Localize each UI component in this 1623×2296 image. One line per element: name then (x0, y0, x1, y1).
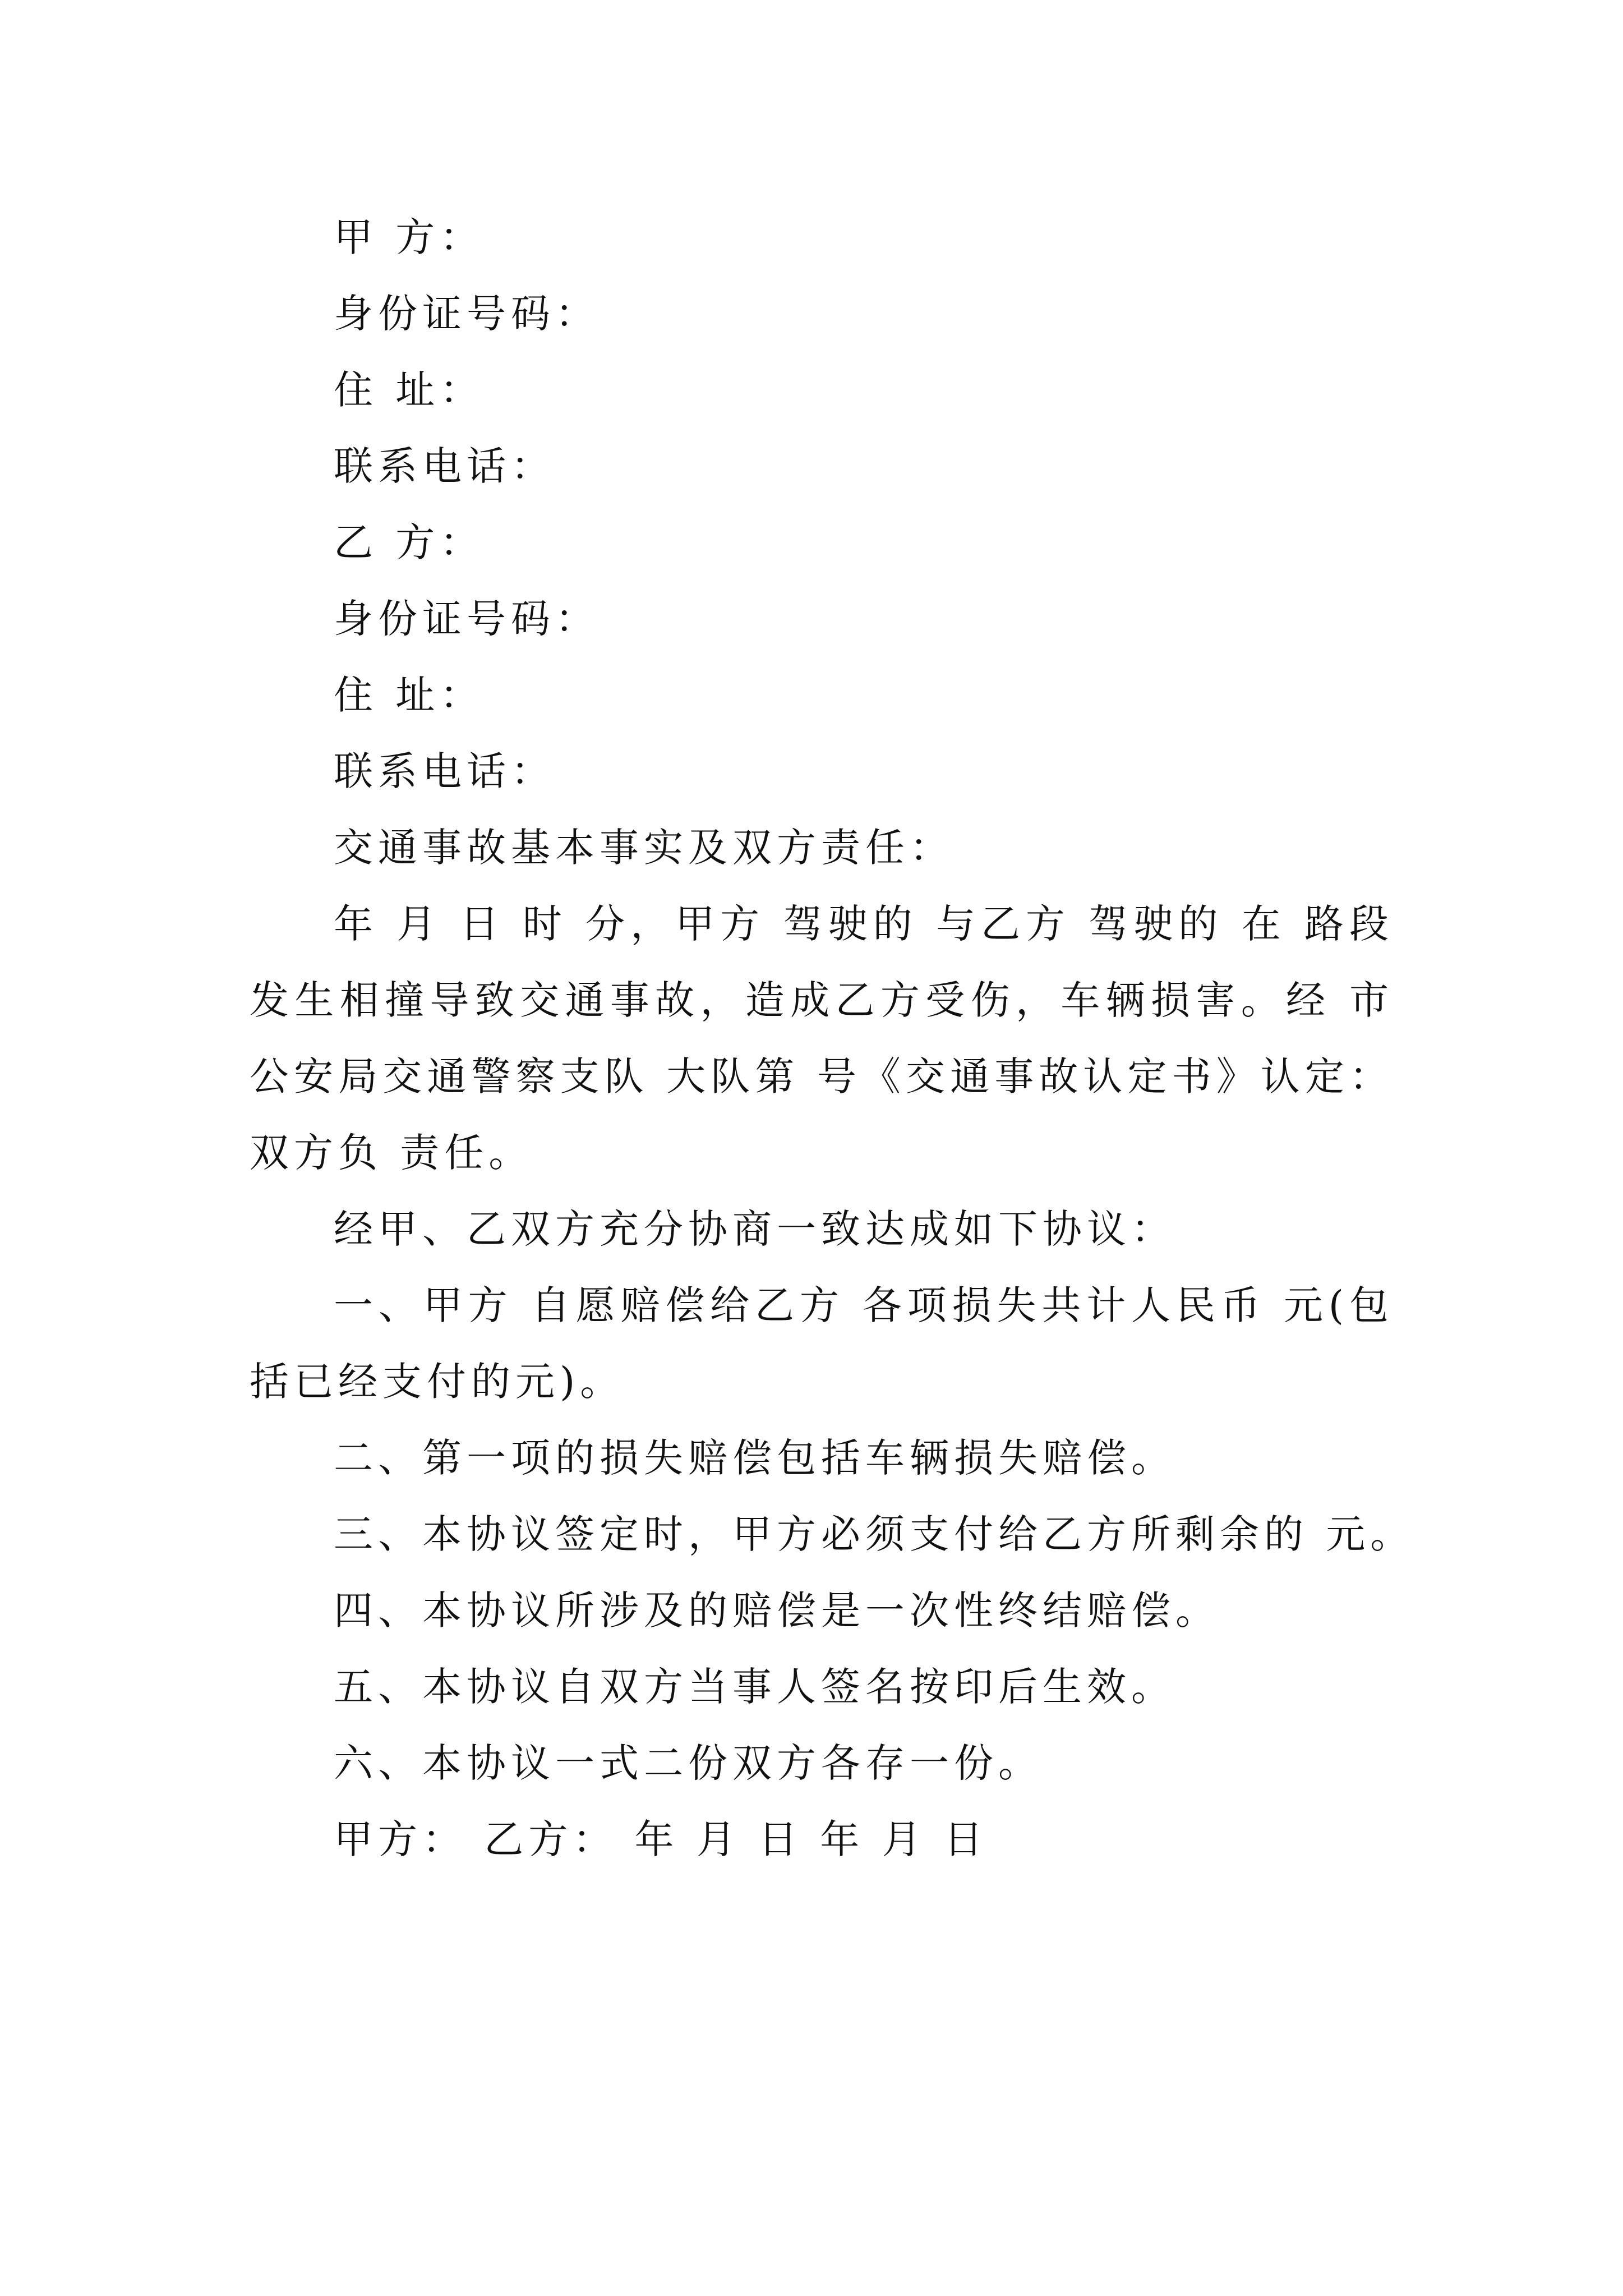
clause-4: 四、本协议所涉及的赔偿是一次性终结赔偿。 (334, 1588, 1220, 1634)
clause-1: 一、甲方 自愿赔偿给乙方 各项损失共计人民币 元(包括已经支付的元)。 (250, 1282, 1394, 1405)
party-a-id-number: 身份证号码： (334, 291, 600, 337)
party-b-phone: 联系电话： (334, 748, 555, 794)
clause-2: 二、第一项的损失赔偿包括车辆损失赔偿。 (334, 1435, 1175, 1481)
signature-line: 甲方： 乙方： 年 月 日 年 月 日 (334, 1816, 988, 1862)
party-b-id-number: 身份证号码： (334, 596, 600, 642)
party-a-phone: 联系电话： (334, 443, 555, 489)
facts-paragraph: 年 月 日 时 分，甲方 驾驶的 与乙方 驾驶的 在 路段发生相撞导致交通事故，造成乙方受伤，车辆损害。经 市公安局交通警察支队 大队第 号《交通事故认定书》认定：双方负 责任。 (250, 901, 1394, 1176)
agreement-intro: 经甲、乙双方充分协商一致达成如下协议： (334, 1206, 1175, 1252)
facts-heading: 交通事故基本事实及双方责任： (334, 825, 954, 871)
clause-5: 五、本协议自双方当事人签名按印后生效。 (334, 1664, 1175, 1710)
party-b-label: 乙 方： (334, 519, 485, 565)
clause-6: 六、本协议一式二份双方各存一份。 (334, 1740, 1043, 1786)
clause-3: 三、本协议签定时，甲方必须支付给乙方所剩余的 元。 (334, 1511, 1415, 1557)
party-a-label: 甲 方： (334, 214, 485, 260)
party-a-address: 住 址： (334, 367, 485, 413)
party-b-address: 住 址： (334, 672, 485, 718)
agreement-body (250, 199, 1415, 1878)
